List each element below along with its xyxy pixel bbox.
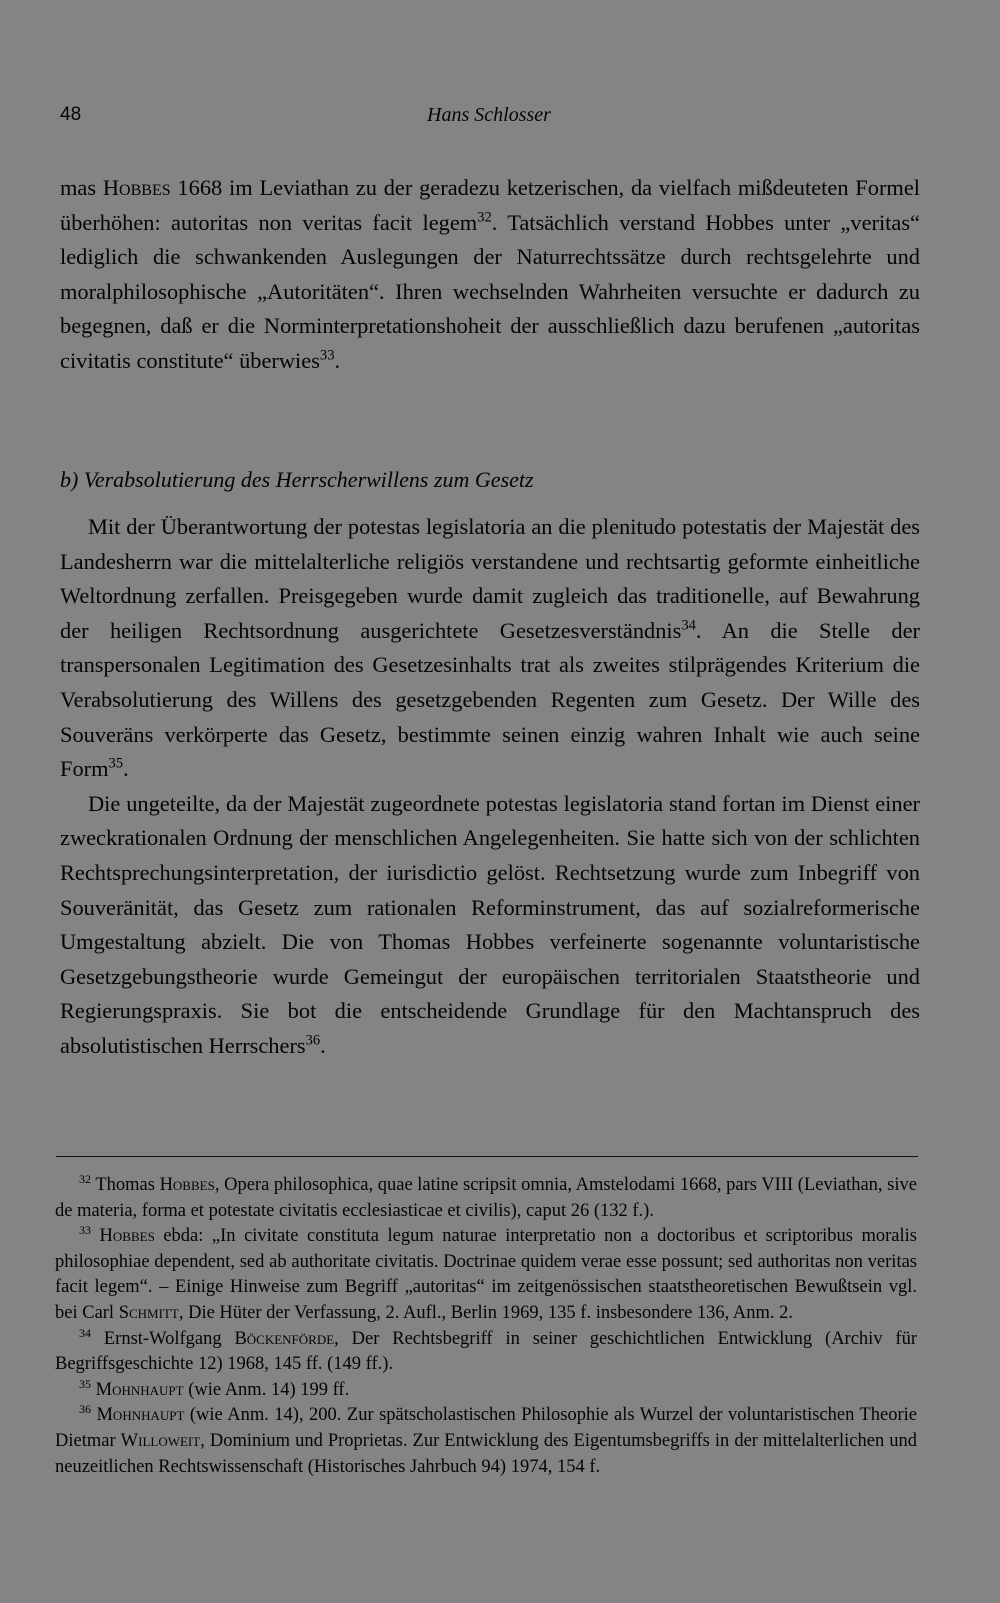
paragraph-continuation [60, 171, 920, 379]
footnote-ref-36[interactable]: 36 [305, 1032, 321, 1049]
paragraph [60, 510, 920, 787]
footnote-34 [55, 1327, 917, 1378]
page-header [58, 104, 920, 136]
text-run: 1668 im Leviathan zu der geradezu ketzerischen, da vielfach mißdeuteten Formel überhöhen: autoritas non veritas facit legem [60, 175, 920, 235]
text-run: , Der Rechtsbegriff in seiner geschichtlichen Entwicklung (Archiv für Begriffsgeschichte 12) 1968, 145 ff. (149 ff.). [55, 1328, 918, 1375]
text-run: (wie Anm. 14) 199 ff. [183, 1379, 350, 1400]
footnote-32 [55, 1173, 917, 1224]
section-heading: b) Verabsolutierung des Herrscherwillens zum Gesetz [60, 467, 534, 492]
text-run: mas [60, 175, 103, 200]
text-run: . Tatsächlich verstand Hobbes unter „veritas“ lediglich die schwankenden Auslegungen der Naturrechtssätze durch rechtsgelehrte und moralphilosophische „Autoritäten“. Ihren wechselnden Wahrheiten versuchte er dadurch zu begegnen, daß er die Norminterpretationshoheit der ausschließlich dazu berufenen „autoritas civitatis constitute“ überwies [60, 209, 920, 373]
footnote-number: 35 [79, 1376, 92, 1391]
author-name-smallcaps: Hobbes [159, 1175, 215, 1195]
text-run: . [334, 347, 341, 373]
footnote-ref-32[interactable]: 32 [477, 209, 492, 226]
footnote-number: 34 [79, 1325, 92, 1340]
text-run: , Die Hüter der Verfassung, 2. Aufl., Berlin 1969, 135 f. insbesondere 136, Anm. 2. [178, 1302, 794, 1323]
author-name-smallcaps: Willoweit [120, 1430, 201, 1451]
text-run: Mit der Überantwortung der potestas legislatoria an die plenitudo potestatis der Majestät des Landesherrn war die mittelalterliche religiös verstandene und rechtsartig geformte einheitliche Weltordnung zerfallen. Preisgegeben wurde damit zugleich das traditionelle, auf Bewahrung der heiligen Rechtsordnung ausgerichtete Gesetzesverständnis [60, 514, 920, 643]
text-run: . [320, 1032, 326, 1058]
footnote-ref-34[interactable]: 34 [681, 617, 696, 634]
footnote-number: 33 [79, 1223, 92, 1238]
footnote-number: 32 [79, 1171, 92, 1186]
author-name-smallcaps: Mohnhaupt [96, 1405, 185, 1426]
footnote-35 [55, 1378, 917, 1404]
author-name-smallcaps: Böckenförde [234, 1328, 335, 1349]
paragraph [60, 787, 920, 1064]
footnote-ref-35[interactable]: 35 [108, 755, 124, 772]
footnote-ref-33[interactable]: 33 [319, 347, 335, 364]
body-text-top [60, 171, 920, 379]
author-name-smallcaps: Schmitt [118, 1302, 179, 1323]
author-name-smallcaps: Hobbes [102, 175, 171, 200]
body-text-section-b [60, 510, 920, 1064]
footnote-divider [56, 1156, 918, 1157]
text-run [91, 1226, 100, 1246]
text-run: (wie Anm. 14), 200. Zur spätscholastischen Philosophie als Wurzel der voluntaristischen Theorie Dietmar [55, 1405, 917, 1451]
text-run: , Dominium und Proprietas. Zur Entwicklung des Eigentumsbegriffs in der mittelalterlichen und neuzeitlichen Rechtswissenschaft (Historisches Jahrbuch 94) 1974, 154 f. [55, 1430, 917, 1477]
text-run: Thomas [91, 1175, 160, 1195]
text-run: Die ungeteilte, da der Majestät zugeordnete potestas legislatoria stand fortan im Dienst einer zweckrationalen Ordnung der menschlichen Angelegenheiten. Sie hatte sich von der schlichten Rechtsprechungsinterpretation, der iurisdictio gelöst. Rechtsetzung wurde zum Inbegriff von Souveränität, das Gesetz zum rationalen Reforminstrument, das auf sozialreformerische Umgestaltung abzielt. Die von Thomas Hobbes verfeinerte sogenannte voluntaristische Gesetzgebungstheorie wurde Gemeingut der europäischen territorialen Staatstheorie und Regierungspraxis. Sie bot die entscheidende Grundlage für den Machtanspruch des absolutistischen Herrschers [60, 790, 920, 1058]
author-name-smallcaps: Mohnhaupt [95, 1379, 184, 1400]
footnote-33 [55, 1224, 917, 1326]
running-head: Hans Schlosser [427, 104, 551, 126]
footnote-36 [55, 1403, 917, 1480]
text-run: . An die Stelle der transpersonalen Legitimation des Gesetzesinhalts trat als zweites stilprägendes Kriterium die Verabsolutierung des Willens des gesetzgebenden Regenten zum Gesetz. Der Wille des Souveräns verkörperte das Gesetz, bestimmte seinen einzig wahren Inhalt wie auch seine Form [60, 617, 920, 782]
footnotes [55, 1173, 917, 1480]
text-run: . [123, 756, 129, 782]
text-run: , Opera philosophica, quae latine scripsit omnia, Amstelodami 1668, pars VIII (Leviathan, sive de materia, forma et potestate civitatis ecclesiasticae et civilis), caput 26 (132 f.). [55, 1175, 917, 1221]
page-number: 48 [60, 104, 82, 125]
author-name-smallcaps: Hobbes [99, 1226, 155, 1247]
text-run: ebda: „In civitate constituta legum naturae interpretatio non a doctoribus et scriptoribus moralis philosophiae dependent, sed ab authoritate civitatis. Doctrinae quidem verae esse possunt; sed authoritas non veritas facit legem“. – Einige Hinweise zum Begriff „autoritas“ im zeitgenössischen staatstheoretischen Bewußtsein vgl. bei Carl [55, 1226, 917, 1323]
footnote-number: 36 [79, 1402, 92, 1417]
text-run: Ernst-Wolfgang [91, 1328, 235, 1349]
